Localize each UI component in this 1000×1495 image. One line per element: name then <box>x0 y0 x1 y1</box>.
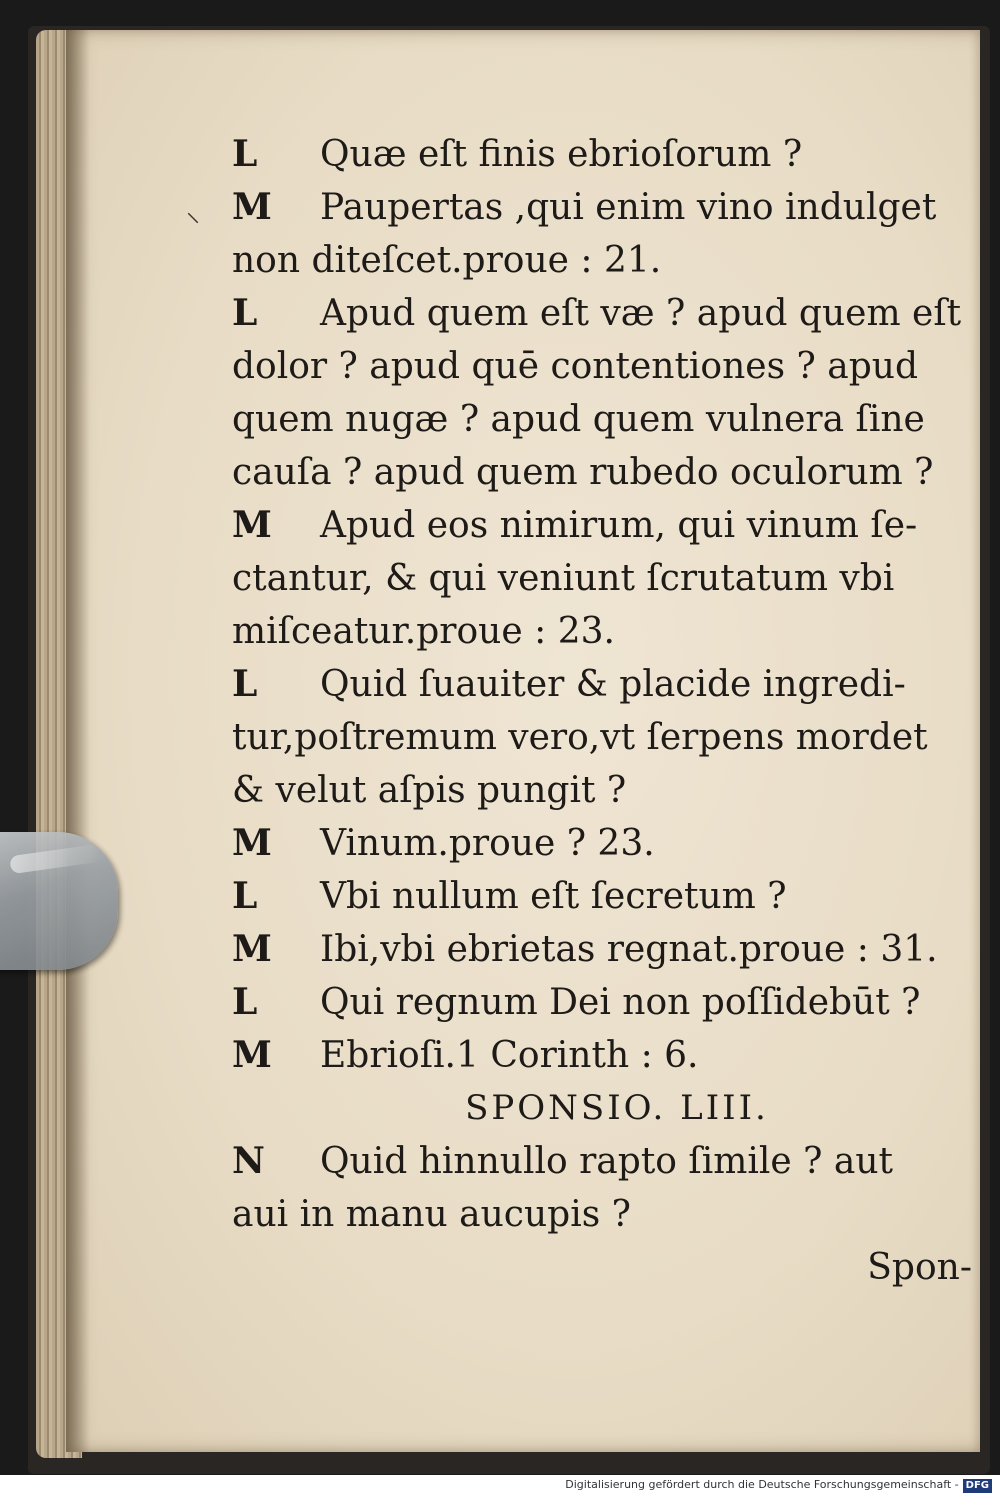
text-line <box>232 552 972 605</box>
catchword: Spon- <box>867 1247 972 1288</box>
footer-text: Digitalisierung gefördert durch die Deutsche Forschungsgemeinschaft - <box>565 1478 959 1491</box>
text-line <box>232 870 972 923</box>
dfg-logo: DFG <box>963 1479 992 1493</box>
text-line <box>232 1188 972 1241</box>
text-line <box>232 446 972 499</box>
speaker-marker: L <box>232 875 258 917</box>
line-text: aui in manu aucupis ? <box>232 1194 631 1235</box>
line-text: Paupertas ,qui enim vino indulget <box>320 187 937 228</box>
line-text: cauſa ? apud quem rubedo oculorum ? <box>232 452 934 493</box>
speaker-marker: M <box>232 504 272 546</box>
line-text: Apud eos nimirum, qui vinum ſe- <box>320 505 918 546</box>
line-text: dolor ? apud quē contentiones ? apud <box>232 346 918 387</box>
speaker-marker: L <box>232 292 258 334</box>
text-line <box>232 658 972 711</box>
text-line <box>232 976 972 1029</box>
text-line <box>232 817 972 870</box>
text-line <box>232 128 972 181</box>
line-text: Quæ eſt finis ebrioſorum ? <box>320 134 803 175</box>
line-text: Ibi,vbi ebrietas regnat.proue : 31. <box>320 929 938 970</box>
line-text: Quid hinnullo rapto ſimile ? aut <box>320 1141 894 1182</box>
speaker-marker: M <box>232 928 272 970</box>
text-line <box>232 287 972 340</box>
text-line <box>232 1135 972 1188</box>
text-line <box>232 923 972 976</box>
text-line <box>232 499 972 552</box>
line-text: non diteſcet.proue : 21. <box>232 240 662 281</box>
line-text: & velut aſpis pungit ? <box>232 770 627 811</box>
line-text: tur,poſtremum vero,vt ſerpens mordet <box>232 717 928 758</box>
page-text <box>232 128 972 1294</box>
line-text: Quid ſuauiter & placide ingredi- <box>320 664 906 705</box>
text-line <box>232 340 972 393</box>
text-line <box>232 764 972 817</box>
section-heading: SPONSIO. LIII. <box>465 1088 769 1128</box>
text-line <box>232 181 972 234</box>
speaker-marker: L <box>232 133 258 175</box>
line-text: Vinum.proue ? 23. <box>320 823 655 864</box>
text-line <box>232 711 972 764</box>
speaker-marker: L <box>232 981 258 1023</box>
text-line <box>232 393 972 446</box>
speaker-marker: L <box>232 663 258 705</box>
line-text: Apud quem eſt væ ? apud quem eſt <box>320 293 962 334</box>
text-line <box>232 1029 972 1082</box>
line-text: Qui regnum Dei non poſſidebūt ? <box>320 982 921 1023</box>
speaker-marker: M <box>232 1034 272 1076</box>
line-text: miſceatur.proue : 23. <box>232 611 615 652</box>
text-line <box>232 234 972 287</box>
footer-bar <box>0 1475 1000 1495</box>
margin-mark-icon: ⸜ <box>186 195 201 228</box>
speaker-marker: N <box>232 1140 265 1182</box>
speaker-marker: M <box>232 822 272 864</box>
line-text: Vbi nullum eſt ſecretum ? <box>320 876 787 917</box>
spine-shadow <box>66 30 90 1452</box>
line-text: quem nugæ ? apud quem vulnera ſine <box>232 399 925 440</box>
speaker-marker: M <box>232 186 272 228</box>
line-text: ctantur, & qui veniunt ſcrutatum vbi <box>232 558 895 599</box>
line-text: Ebrioſi.1 Corinth : 6. <box>320 1035 699 1076</box>
text-line <box>232 605 972 658</box>
